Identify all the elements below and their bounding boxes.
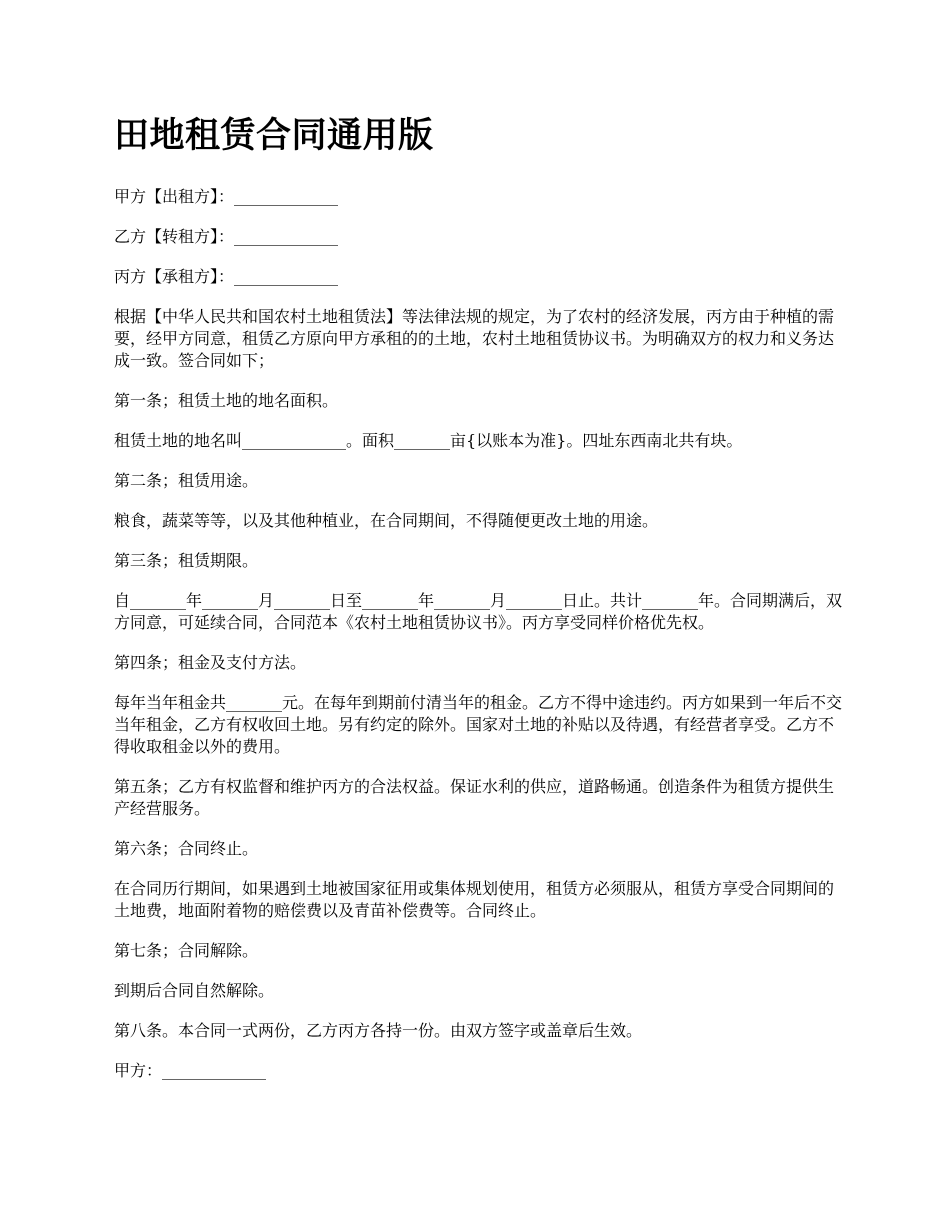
contract-page (114, 112, 842, 1100)
signature-party-a: 甲方：_____________ (114, 1061, 267, 1080)
article-3-heading: 第三条；租赁期限。 (114, 551, 259, 570)
article-4-body: 每年当年租金共_______元。在每年到期前付清当年的租金。乙方不得中途违约。丙方如果到一年后不交当年租金，乙方有权收回土地。另有约定的除外。国家对土地的补贴以及待遇，有经营者享受。乙方不得收取租金以外的费用。 (114, 693, 843, 756)
article-1-body: 租赁土地的地名叫_____________。面积_______亩{以账本为准}。四址东西南北共有块。 (114, 431, 743, 450)
article-3-body: 自_______年_______月_______日至_______年_______月_______日止。共计_______年。合同期满后，双方同意，可延续合同，合同范本《农村土地租赁协议书》。丙方享受同样价格优先权。 (114, 591, 843, 632)
article-7-body: 到期后合同自然解除。 (114, 981, 275, 1000)
party-b-line: 乙方【转租方】：_____________ (114, 227, 339, 246)
article-1-heading: 第一条；租赁土地的地名面积。 (114, 391, 339, 410)
document-title: 田地租赁合同通用版 (114, 116, 434, 156)
article-7-heading: 第七条；合同解除。 (114, 941, 259, 960)
preamble-paragraph: 根据【中华人民共和国农村土地租赁法】等法律法规的规定，为了农村的经济发展，丙方由于种植的需要，经甲方同意，租赁乙方原向甲方承租的的土地，农村土地租赁协议书。为明确双方的权力和义务达成一致。签合同如下； (114, 307, 835, 370)
article-6-heading: 第六条；合同终止。 (114, 839, 259, 858)
article-6-body: 在合同历行期间，如果遇到土地被国家征用或集体规划使用，租赁方必须服从，租赁方享受合同期间的土地费，地面附着物的赔偿费以及青苗补偿费等。合同终止。 (114, 879, 835, 920)
article-4-heading: 第四条；租金及支付方法。 (114, 653, 307, 672)
article-2-heading: 第二条；租赁用途。 (114, 471, 259, 490)
article-5-paragraph: 第五条；乙方有权监督和维护丙方的合法权益。保证水利的供应，道路畅通。创造条件为租赁方提供生产经营服务。 (114, 777, 835, 818)
party-c-line: 丙方【承租方】：_____________ (114, 267, 339, 286)
article-2-body: 粮食，蔬菜等等，以及其他种植业，在合同期间，不得随便更改土地的用途。 (114, 511, 659, 530)
article-8-paragraph: 第八条。本合同一式两份，乙方丙方各持一份。由双方签字或盖章后生效。 (114, 1021, 643, 1040)
party-a-line: 甲方【出租方】：_____________ (114, 187, 339, 206)
